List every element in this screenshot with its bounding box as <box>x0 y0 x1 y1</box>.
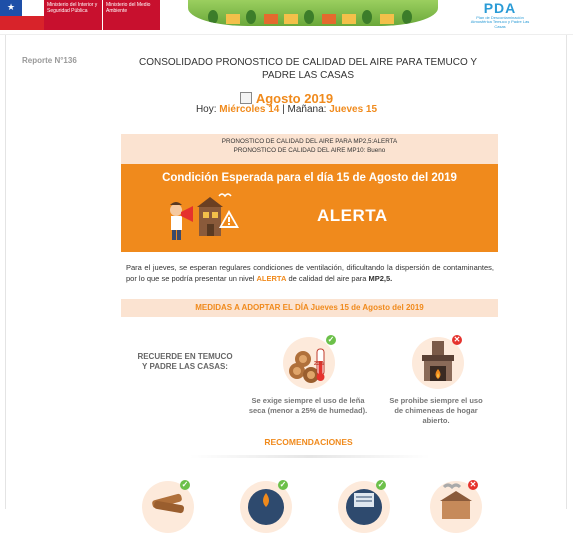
recommended-check-icon: ✓ <box>181 480 189 489</box>
right-border <box>566 0 567 509</box>
firewood-requirement: Se exige siempre el uso de leña seca (menor a 25% de humedad). <box>248 396 368 415</box>
recommendation-heater-icon <box>338 481 390 533</box>
recommended-check-icon: ✓ <box>279 480 287 489</box>
tomorrow-value: Jueves 15 <box>329 104 378 115</box>
recommendation-stove-icon <box>240 481 292 533</box>
recommendation-firewood-icon <box>142 481 194 533</box>
ministry-interior-label: Ministerio del Interior y Seguridad Pública <box>44 0 102 30</box>
recommendation-burning-house-icon <box>430 481 482 533</box>
recommendations-heading: RECOMENDACIONES <box>264 437 353 447</box>
city-banner-illustration <box>188 0 438 26</box>
calendar-icon <box>240 92 252 104</box>
header-bar <box>0 0 573 35</box>
tomorrow-label: Mañana: <box>287 104 327 115</box>
page-title: CONSOLIDADO PRONOSTICO DE CALIDAD DEL AIRE PARA TEMUCO Y PADRE LAS CASAS <box>138 57 478 81</box>
description-text-1: Para el jueves, se esperan regulares condiciones de ventilación, dificultando la dispersión de contaminantes, por lo que se podría presentar un nivel <box>126 263 494 283</box>
open-fireplace-icon <box>412 337 464 389</box>
forecast-mp10: PRONOSTICO DE CALIDAD DEL AIRE MP10: Bueno <box>233 146 386 154</box>
pda-subtitle: Plan de Descontaminación Atmosférica Temuco y Padre Las Casas <box>470 15 530 29</box>
forecast-mp25: PRONOSTICO DE CALIDAD DEL AIRE PARA MP2,5:ALERTA <box>221 138 398 145</box>
description-alert: ALERTA <box>256 273 287 283</box>
days-line <box>0 104 573 115</box>
fireplace-prohibition: Se prohibe siempre el uso de chimeneas de hogar abierto. <box>389 396 483 425</box>
chile-flag-icon: ★ <box>0 0 44 30</box>
allowed-check-icon: ✓ <box>327 335 335 344</box>
not-recommended-x-icon: ✕ <box>469 480 477 489</box>
forbidden-x-icon: ✕ <box>453 335 461 344</box>
pda-logo-text: PDA <box>483 0 517 16</box>
humidity-badge: 25% <box>314 361 325 367</box>
today-value: Miércoles 14 <box>219 104 280 115</box>
recommendations-divider <box>190 455 430 458</box>
description-pollutant: MP2,5. <box>368 273 393 283</box>
firewood-logs-icon <box>283 337 335 389</box>
remember-label: RECUERDE EN TEMUCO Y PADRE LAS CASAS: <box>137 352 233 372</box>
government-logo <box>0 0 164 30</box>
dry-firewood-icon <box>283 337 335 389</box>
alert-megaphone-illustration <box>163 192 245 242</box>
separator: | <box>282 104 285 115</box>
ministry-environment-label: Ministerio del Medio Ambiente <box>102 0 160 30</box>
condition-heading: Condición Esperada para el día 15 de Agosto del 2019 <box>162 172 457 184</box>
left-border <box>5 0 6 509</box>
today-label: Hoy: <box>195 104 217 115</box>
pda-logo <box>470 0 530 30</box>
alert-level: ALERTA <box>317 206 388 225</box>
forecast-description <box>126 263 494 285</box>
measures-heading: MEDIDAS A ADOPTAR EL DÍA Jueves 15 de Agosto del 2019 <box>121 299 498 317</box>
condition-panel <box>121 164 498 252</box>
recommended-check-icon: ✓ <box>377 480 385 489</box>
description-text-2: de calidad del aire para <box>286 273 369 283</box>
month-label: Agosto 2019 <box>255 91 334 106</box>
report-number: Reporte N°136 <box>22 56 77 65</box>
forecast-box <box>121 134 498 164</box>
